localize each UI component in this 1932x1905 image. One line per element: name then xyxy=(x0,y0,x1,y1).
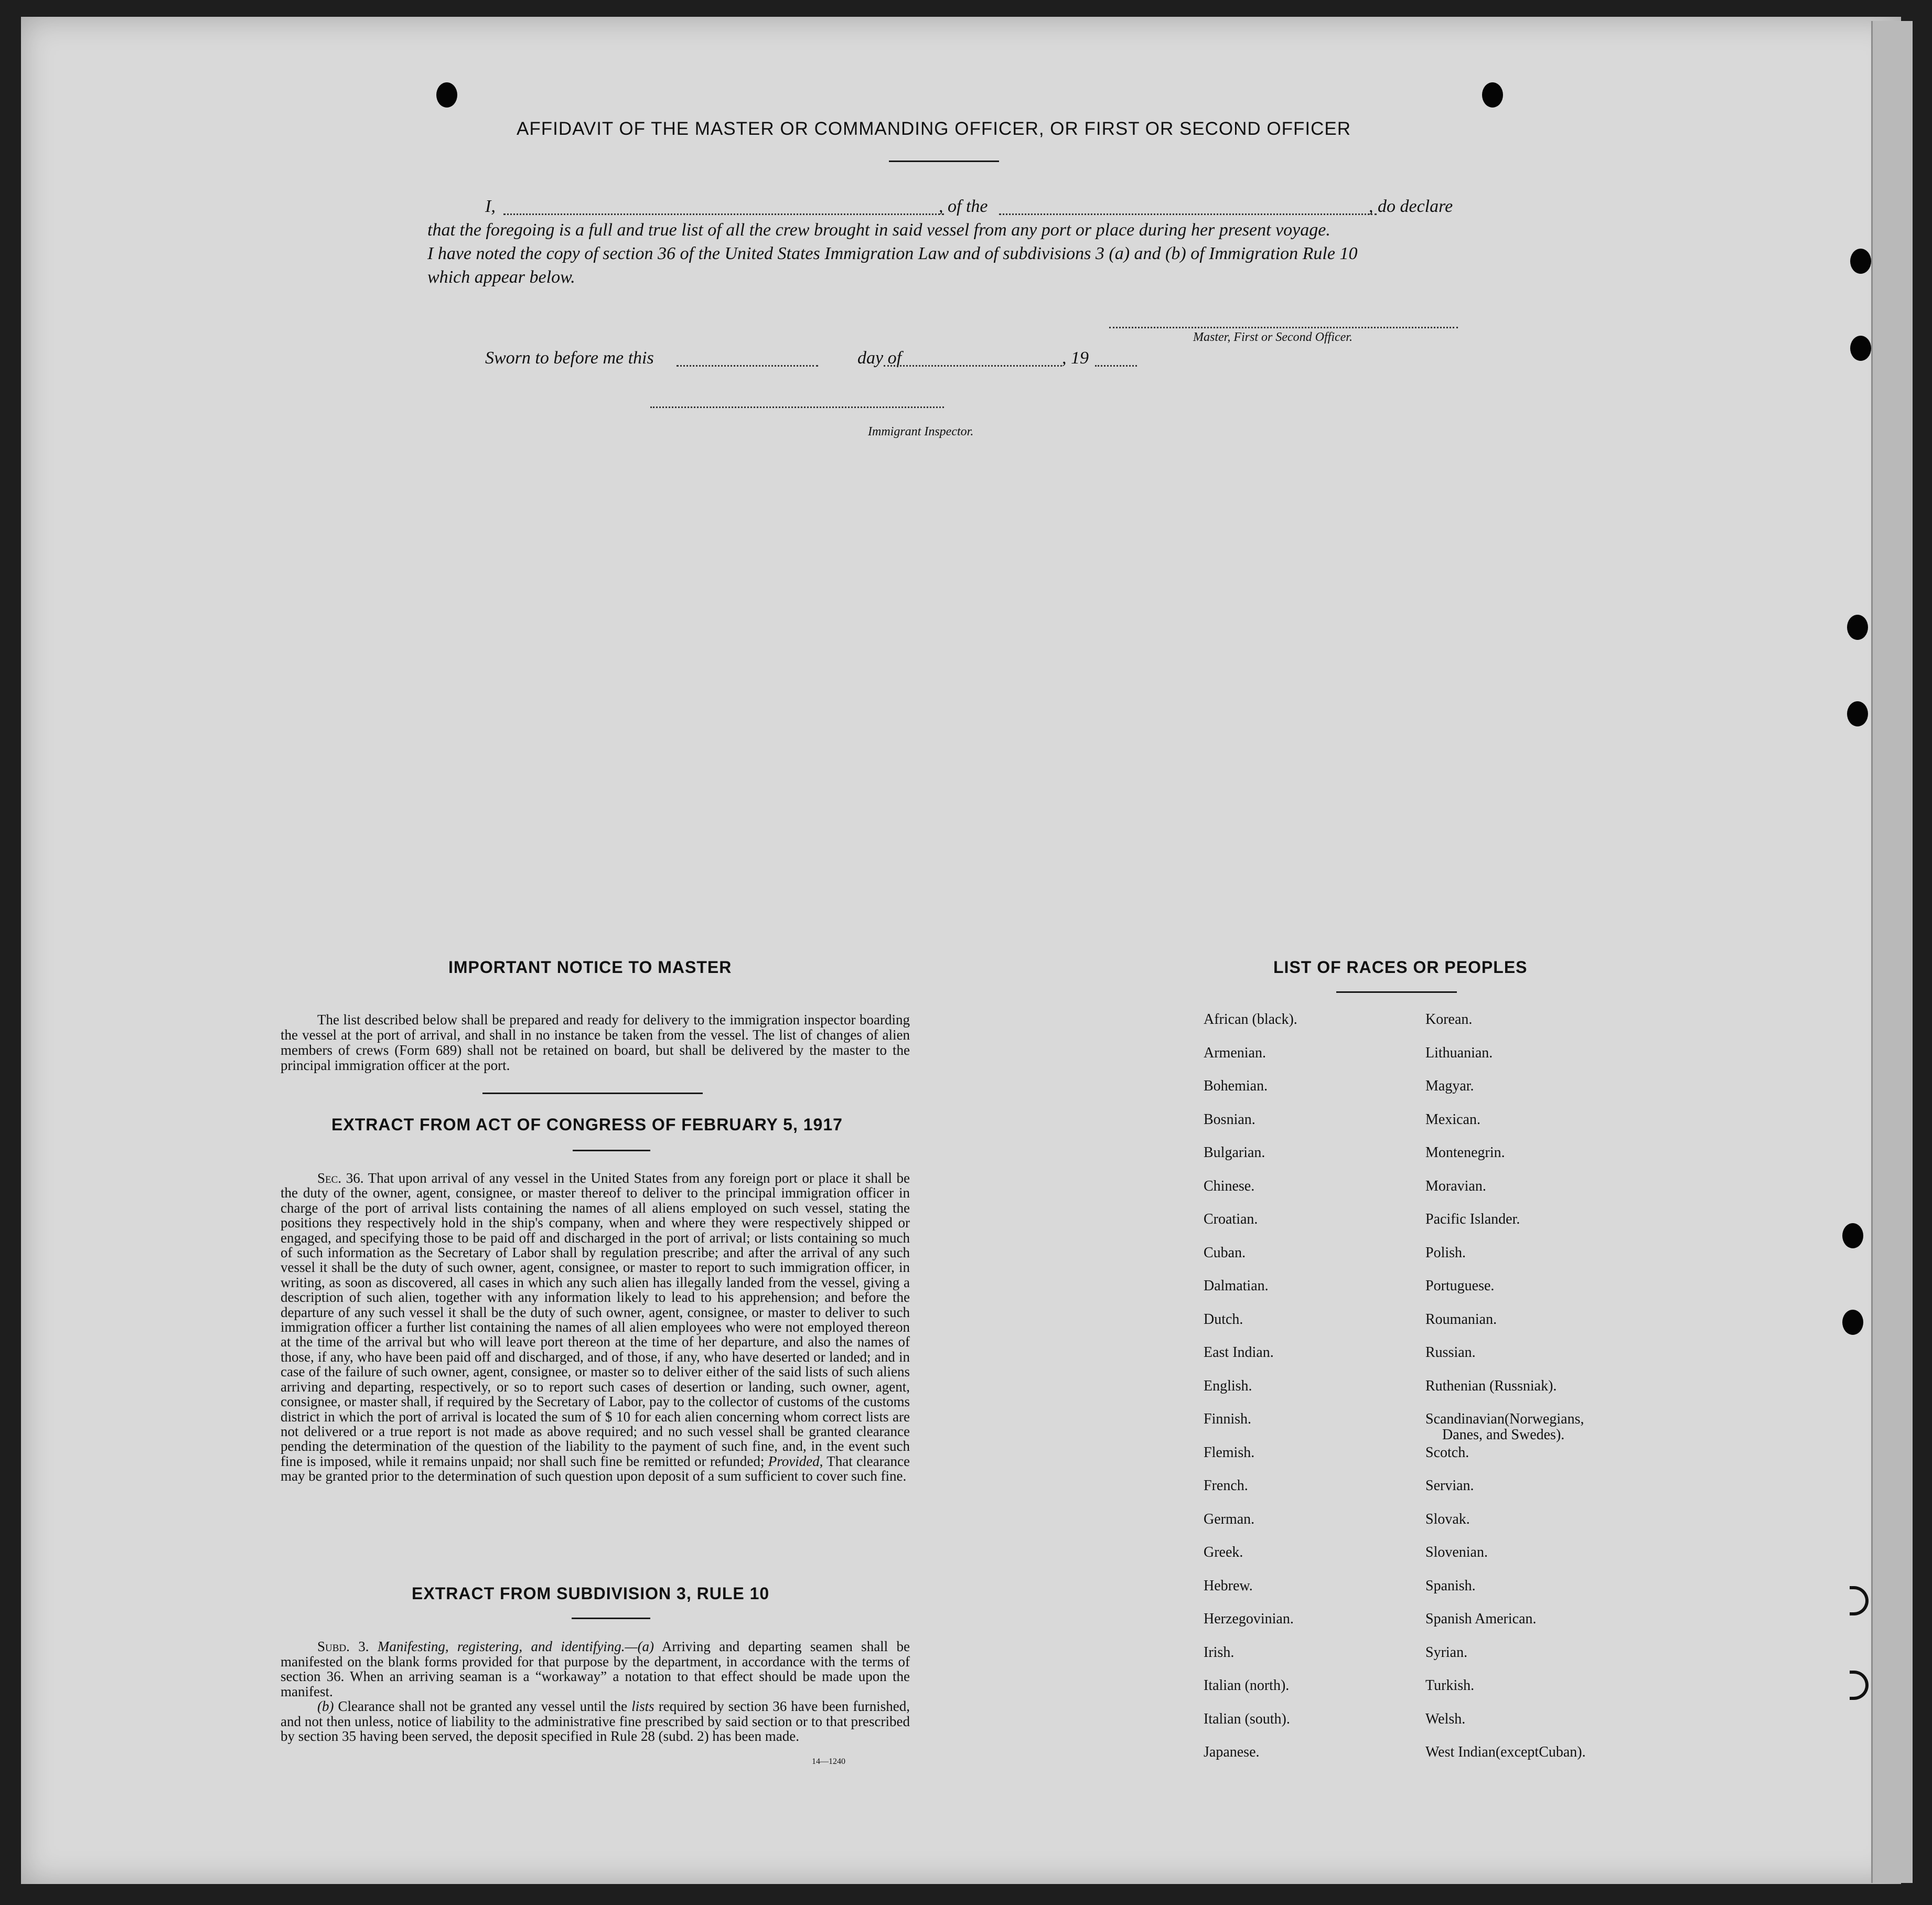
race-item: Bulgarian. xyxy=(1204,1144,1265,1161)
race-item: Russian. xyxy=(1425,1344,1476,1361)
declare-label: , do declare xyxy=(1369,197,1453,216)
race-item: East Indian. xyxy=(1204,1344,1274,1361)
punch-hole xyxy=(1847,615,1868,640)
race-item: Hebrew. xyxy=(1204,1577,1253,1594)
race-item: Mexican. xyxy=(1425,1111,1480,1128)
form-number: 14—1240 xyxy=(812,1757,845,1766)
subdivision-body-b2: required by section 36 have been furnished, and not then unless, notice of liability to the administrative fine prescribed by said section or to that prescribed by section 35 having been served, the deposit specified in Rule 28 (subd. 2) has been made. xyxy=(281,1698,910,1744)
race-item: African (black). xyxy=(1204,1011,1297,1028)
sworn-month-field[interactable] xyxy=(884,365,1062,367)
subdivision-label: Subd. 3. xyxy=(317,1639,369,1654)
race-item: Armenian. xyxy=(1204,1044,1266,1061)
affidavit-line-4: which appear below. xyxy=(427,267,575,287)
declarant-name-field[interactable] xyxy=(503,213,944,215)
race-item: French. xyxy=(1204,1478,1248,1494)
race-item: Croatian. xyxy=(1204,1211,1258,1227)
race-item: Scotch. xyxy=(1425,1444,1469,1461)
races-title: LIST OF RACES OR PEOPLES xyxy=(1273,958,1528,977)
race-item: Italian (south). xyxy=(1204,1710,1290,1727)
sworn-day-of: day of xyxy=(857,348,902,368)
clause-b-label: (b) xyxy=(317,1698,334,1714)
section-divider xyxy=(573,1150,650,1151)
of-the-label: , of the xyxy=(939,197,988,216)
section-label: Sec. 36. xyxy=(317,1170,364,1186)
punch-hole xyxy=(1842,1310,1863,1335)
affidavit-title: AFFIDAVIT OF THE MASTER OR COMMANDING OFFICER, OR FIRST OR SECOND OFFICER xyxy=(517,119,1351,139)
race-item: Welsh. xyxy=(1425,1710,1466,1727)
race-item: Lithuanian. xyxy=(1425,1044,1493,1061)
race-item: Portuguese. xyxy=(1425,1278,1495,1294)
race-item: German. xyxy=(1204,1511,1255,1527)
provided-term: Provided, xyxy=(768,1453,823,1469)
punch-hole xyxy=(1847,701,1868,726)
race-item: Roumanian. xyxy=(1425,1311,1497,1328)
sworn-year-label: , 19 xyxy=(1062,348,1089,368)
race-item: Moravian. xyxy=(1425,1178,1486,1194)
sworn-year-field[interactable] xyxy=(1095,365,1137,367)
punch-hole xyxy=(1850,336,1871,361)
officer-signature-field[interactable] xyxy=(1109,327,1458,328)
notice-text: The list described below shall be prepared and ready for delivery to the immigration inspector boarding the vessel at the port of arrival, and shall in no instance be taken from the vessel. The list of changes of alien members of crews (Form 689) shall not be retained on board, but shall be delivered by the master to the principal immigration officer at the port. xyxy=(281,1012,910,1073)
punch-hole xyxy=(436,82,457,108)
extract-rule-title: EXTRACT FROM SUBDIVISION 3, RULE 10 xyxy=(412,1584,770,1603)
race-item: Bosnian. xyxy=(1204,1111,1255,1128)
sworn-day-field[interactable] xyxy=(677,365,818,367)
race-item: English. xyxy=(1204,1377,1252,1394)
vessel-name-field[interactable] xyxy=(999,213,1377,215)
race-item: Scandinavian(Norwegians, xyxy=(1425,1411,1584,1427)
race-item: Spanish American. xyxy=(1425,1611,1537,1627)
race-item: Korean. xyxy=(1425,1011,1473,1028)
race-item: Slovak. xyxy=(1425,1511,1470,1527)
section-divider xyxy=(572,1618,650,1619)
race-item: Bohemian. xyxy=(1204,1078,1268,1094)
race-item: Montenegrin. xyxy=(1425,1144,1505,1161)
extract-act-title: EXTRACT FROM ACT OF CONGRESS OF FEBRUARY 5, 1917 xyxy=(331,1115,843,1134)
race-item: Dalmatian. xyxy=(1204,1278,1269,1294)
title-underline xyxy=(889,160,999,162)
subdivision-3-text xyxy=(281,1639,910,1744)
race-item: Chinese. xyxy=(1204,1178,1255,1194)
subdivision-heading: Manifesting, registering, and identifying.—(a) xyxy=(377,1639,654,1654)
punch-hole xyxy=(1850,249,1871,274)
race-item: Greek. xyxy=(1204,1544,1243,1560)
race-item: Flemish. xyxy=(1204,1444,1255,1461)
officer-caption: Master, First or Second Officer. xyxy=(1193,330,1353,344)
declarant-label: I, xyxy=(485,197,496,216)
subdivision-body-b1: Clearance shall not be granted any vessel until the xyxy=(338,1698,628,1714)
page-edge-strip xyxy=(1871,21,1913,1883)
race-item: Syrian. xyxy=(1425,1644,1468,1661)
race-item: Pacific Islander. xyxy=(1425,1211,1520,1227)
race-item: Slovenian. xyxy=(1425,1544,1488,1560)
form-sheet xyxy=(21,17,1901,1884)
section-36-body-a: That upon arrival of any vessel in the United States from any foreign port or place it shall be the duty of the owner, agent, consignee, or master thereof to deliver to the principal immigration officer in charge of the port of arrival lists containing the names of all aliens employed on such vessel, stating the positions they respectively hold in the ship's company, when and where they were respectively shipped or engaged, and specifying those to be paid off and discharged in the port of arrival; or lists containing so much of such information as the Secretary of Labor shall by regulation prescribe; and after the arrival of any such vessel it shall be the duty of such owner, agent, consignee, or master to report to such immigration officer, in writing, as soon as discovered, all cases in which any such alien has illegally landed from the vessel, giving a description of such alien, together with any information likely to lead to his apprehension; and before the departure of any such vessel it shall be the duty of such owner, agent, consignee, or master to deliver to such immigration officer a further list containing the names of all alien employees who were not employed thereon at the time of the arrival but who will leave port thereon at the time of her departure, and also the names of those, if any, who have been paid off and discharged, and of those, if any, who have deserted or landed; and in case of the failure of such owner, agent, consignee, or master so to deliver either of the said lists of such aliens arriving and departing, respectively, or so to report such cases of desertion or landing, such owner, agent, consignee, or master shall, if required by the Secretary of Labor, pay to the collector of customs of the customs district in which the port of arrival is located the sum of $ 10 for each alien concerning whom correct lists are not delivered or a true report is not made as above required; and no such vessel shall be granted clearance pending the determination of the question of the liability to the payment of such fine, and, in the event such fine is imposed, while it remains unpaid; nor shall such fine be remitted or refunded; xyxy=(281,1170,910,1469)
race-item: Dutch. xyxy=(1204,1311,1243,1328)
section-36-text xyxy=(281,1171,910,1484)
race-item: Danes, and Swedes). xyxy=(1442,1427,1565,1443)
sworn-line xyxy=(485,348,654,368)
punch-hole xyxy=(1482,82,1503,108)
race-item: Italian (north). xyxy=(1204,1677,1290,1694)
race-item: Finnish. xyxy=(1204,1411,1252,1427)
race-item: West Indian(exceptCuban). xyxy=(1425,1744,1586,1760)
notice-title: IMPORTANT NOTICE TO MASTER xyxy=(448,958,732,977)
race-item: Servian. xyxy=(1425,1478,1474,1494)
race-item: Ruthenian (Russniak). xyxy=(1425,1377,1557,1394)
race-item: Turkish. xyxy=(1425,1677,1475,1694)
race-item: Spanish. xyxy=(1425,1577,1476,1594)
inspector-signature-field[interactable] xyxy=(650,406,944,408)
punch-hole xyxy=(1842,1223,1863,1248)
affidavit-line-2: that the foregoing is a full and true list of all the crew brought in said vessel from any port or place during her present voyage. xyxy=(427,220,1330,240)
race-item: Herzegovinian. xyxy=(1204,1611,1294,1627)
section-36-body-b: That clearance may be granted prior to the determination of such question upon deposit of a sum sufficient to cover such fine. xyxy=(281,1453,910,1484)
race-item: Magyar. xyxy=(1425,1078,1474,1094)
race-item: Cuban. xyxy=(1204,1244,1246,1261)
sworn-prefix: Sworn to before me this xyxy=(485,348,654,368)
lists-word: lists xyxy=(631,1698,654,1714)
affidavit-line-3: I have noted the copy of section 36 of the United States Immigration Law and of subdivisions 3 (a) and (b) of Immigration Rule 10 xyxy=(427,244,1358,263)
subdivision-body-a: Arriving and departing seamen shall be manifested on the blank forms provided for that purpose by the department, in accordance with the terms of section 36. When an arriving seaman is a “workaway” a notation to that effect should be made upon the manifest. xyxy=(281,1639,910,1699)
inspector-caption: Immigrant Inspector. xyxy=(868,425,974,438)
race-item: Japanese. xyxy=(1204,1744,1260,1760)
section-divider xyxy=(482,1093,703,1094)
section-divider xyxy=(1336,991,1457,993)
race-item: Irish. xyxy=(1204,1644,1235,1661)
race-item: Polish. xyxy=(1425,1244,1466,1261)
